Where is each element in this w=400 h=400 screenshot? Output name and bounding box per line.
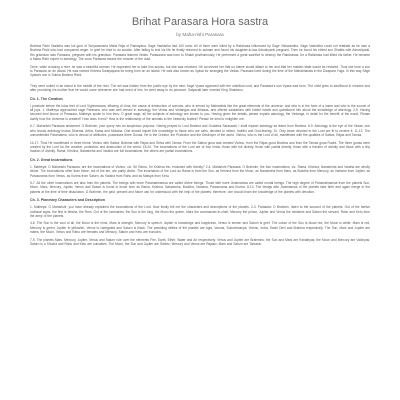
section-3-paragraph-1: 1. Maitreya: O Maharishi, you have already explained the incarnations of the Lord. Now kindly tell me the characters and descriptions of the planets. 2-3. Parasara: O Brahmin, listen to the account of the planets. Out of the twelve zodiacal signs, the first is Mesha, the Ram. Out of the luminaries, the Sun is the king, the Moon the queen, Mars the commander-in-chief, Mercury the prince, Jupiter and Venus the ministers and Saturn the servant. Rahu and Ketu form the army of the planets.	[30, 205, 370, 218]
section-1-paragraph-3: 14-17. Thus He manifested in three forms: Vishnu with Sattva, Brahma with Rajas and Shiva with Tamas. From the Sattva guna was created Vishnu, from the Rajas guna Brahma and from the Tamas guna Rudra. The three gunas were created by the Lord for the creation, protection and destruction of the world. 18-20. The incarnations of the Lord are of four kinds: those with full divinity, those with partial divinity, those with a fraction of divinity and those with a tiny fraction of divinity. Rama, Krishna, Narasimha and Varaha are full incarnations; the others are partial incarnations.	[30, 140, 370, 154]
section-2-paragraph-1: 1. Maitreya: O Maharishi Parasara, are the incarnations of Vishnu, viz. Sri Rama, Sri Krishna etc. endowed with divinity? 2-4. Maharishi Parasara: O Brahmin, the four incarnations, viz. Rama, Krishna, Narasimha and Varaha are wholly divine. The incarnations other than these, out of the ten, are partly divine. The incarnation of the Lord as Rama is from the Sun, as Krishna from the Moon, as Narasimha from Mars, as Buddha from Mercury, as Vamana from Jupiter, as Parasurama from Venus, as Kurma from Saturn, as Varaha from Rahu and as Matsya from Ketu.	[30, 164, 370, 178]
section-1-paragraph-2: 6-7. Maharishi Parasara answered: O Brahmin, your query has an auspicious purpose. Having prayed to Lord Brahma and Goddess Saraswati, I shall explain astrology as learnt from Brahma. 8-9. Astrology is the eye of the Vedas; one who knows astrology knows Dharma, Artha, Kama and Moksha. One should impart this knowledge to those who are calm, devoted to elders, truthful and God-fearing. 10. Only those devoted to the Lord are fit to receive it. 11-13. The unmanifested Paramatma, who is devoid of attributes, possesses three Gunas. He is the Creator, the Protector and the Destroyer of the world. Vishnu, who is the Lord of all, manifested with the qualities of Sattva, Rajas and Tamas.	[30, 124, 370, 138]
intro-paragraph-1: Brahma Rishi Vasistha was kul guru of Suryavamsha Maha Raja of Ramayana. Sage Vashistha had 100 sons. All of them were killed by a Rakshasa influenced by Sage Vishwamitra. Sage Vashistha could not retaliate as he was a Brahma Rishi who had conquered anger. In grief he tried to do suicide. After failing to end his life he finally returned to ashram and found his daughter-in-law Adrushyanti pregnant. Then he found his eldest son Shaktis wife Adrushyanti. His grandson was Parasara, pregnant with his grandson. Parasara learned Vedas. Parasarara was born to Shakti posthumously. He performed a great sacrifice to destroy the Rakshasas, for a Rakshasa had killed his father. He became a Maha Rishi expert in astrology. The word Parasara means the crusher of the dust.	[30, 44, 370, 62]
section-2-paragraph-2: 5-7. All the other incarnations are also from the planets. The beings with more Paramatmamsa are called divine beings. Those with more Jivatmamsa are called mortal beings. The high degree of Paramatmamsa from the planets Sun, Moon, Mars, Mercury, Jupiter, Venus and Saturn is found in those born as Rama, Krishna, Narasimha, Buddha, Vamana, Parasurama and Kurma. 8-10. The beings with Jivatmamsa of the planets take birth and again merge in the planets at the time of their dissolution. O Brahmin, the past, present and future can be understood with the help of the planets; therefore, one should learn the knowledge of the planets with devotion.	[30, 180, 370, 194]
document-title: Brihat Parasara Hora sastra	[131, 16, 269, 28]
document-byline: by Maha-rishi Parasara	[176, 32, 224, 37]
section-3-paragraph-3: 7-9. The planets Mars, Mercury, Jupiter, Venus and Saturn rule over the elements Fire, Earth, Ether, Water and Air respectively. Venus and Jupiter are Brahmins; the Sun and Mars are Kshatriyas; the Moon and Mercury are Vaishyas; Saturn is a Shudra and Rahu and Ketu are outcastes. The Moon, the Sun and Jupiter are Sattvic; Mercury and Venus are Rajasic; Mars and Saturn are Tamasic.	[30, 237, 370, 246]
section-1-paragraph-1: I prostrate before the lotus feet of Lord Vighneswara, effacing of Uma, the cause of destruction of sorrows, who is served by Maharishis like the great elements of the universe, and who is in the form of a lustre and who is the source of all joys. 1. Maitreya approached sage Parasara, who was well versed in astrology, the Vedas and Vedangas and Itihasas, and offered salutations with folded hands and questioned him about the knowledge of astrology. 2-5. Having secured kind favour of Parasara, Maitreya spoke to him thus: O great sage, all the subjects of astrology are known to you. Having given the details, please explain astrology, the Vedanga, in detail for the benefit of the world. Please clarify how the Universe is created? How does it end? How is the relationship of the animals to the heavenly bodies? Please be kind to enlighten me.	[30, 103, 370, 121]
section-heading-great-incarnations: Ch. 2. Great Incarnations	[30, 157, 73, 162]
section-3-paragraph-2: 4-6. The Sun is the soul of all, the Moon is the mind, Mars is strength, Mercury is speech, Jupiter is knowledge and happiness, Venus is semen and Saturn is grief. The colour of the Sun is blood red, the Moon is white, Mars is red, Mercury is green, Jupiter is yellowish, Venus is variegated and Saturn is black. The presiding deities of the planets are Agni, Varuna, Subrahmanya, Vishnu, Indra, Sachi Devi and Brahma respectively. The Sun, Mars and Jupiter are males, the Moon, Venus and Rahu are females and Mercury, Saturn and Ketu are eunuchs.	[30, 221, 370, 235]
section-heading-planetary-characters: Ch. 3. Planetary Characters and Description	[30, 198, 105, 203]
section-heading-creation: Ch. 1. The Creation	[30, 96, 63, 101]
intro-paragraph-3: They were united in an island in the middle of the river. The act was hidden from the public eye by the mist. Sage Vyasa appeared with the umbilical cord, and Parasara's son Vyasa was born. The child grew to adulthood in minutes and after promising his mother that he would come whenever she had need of him, he went away to do penance. Satyavati later married King Shantanu.	[30, 83, 370, 93]
intro-paragraph-2: Once, while crossing a river, he saw a beautiful woman. He requested her to take him across, but she was reluctant. He convinced her that no blame would attach to her and that her maiden state would be restored. Thus she bore a son to Parasara on an island. He was named Krishna Dwaipayana for being born on an island. He was also known as Vyasa for arranging the Vedas. Parasara lived during the time of the Mahabharata in the Dwapara Yuga. In this way Sage Vyasa's son is Sukha Brahma Rishi.	[30, 64, 370, 78]
